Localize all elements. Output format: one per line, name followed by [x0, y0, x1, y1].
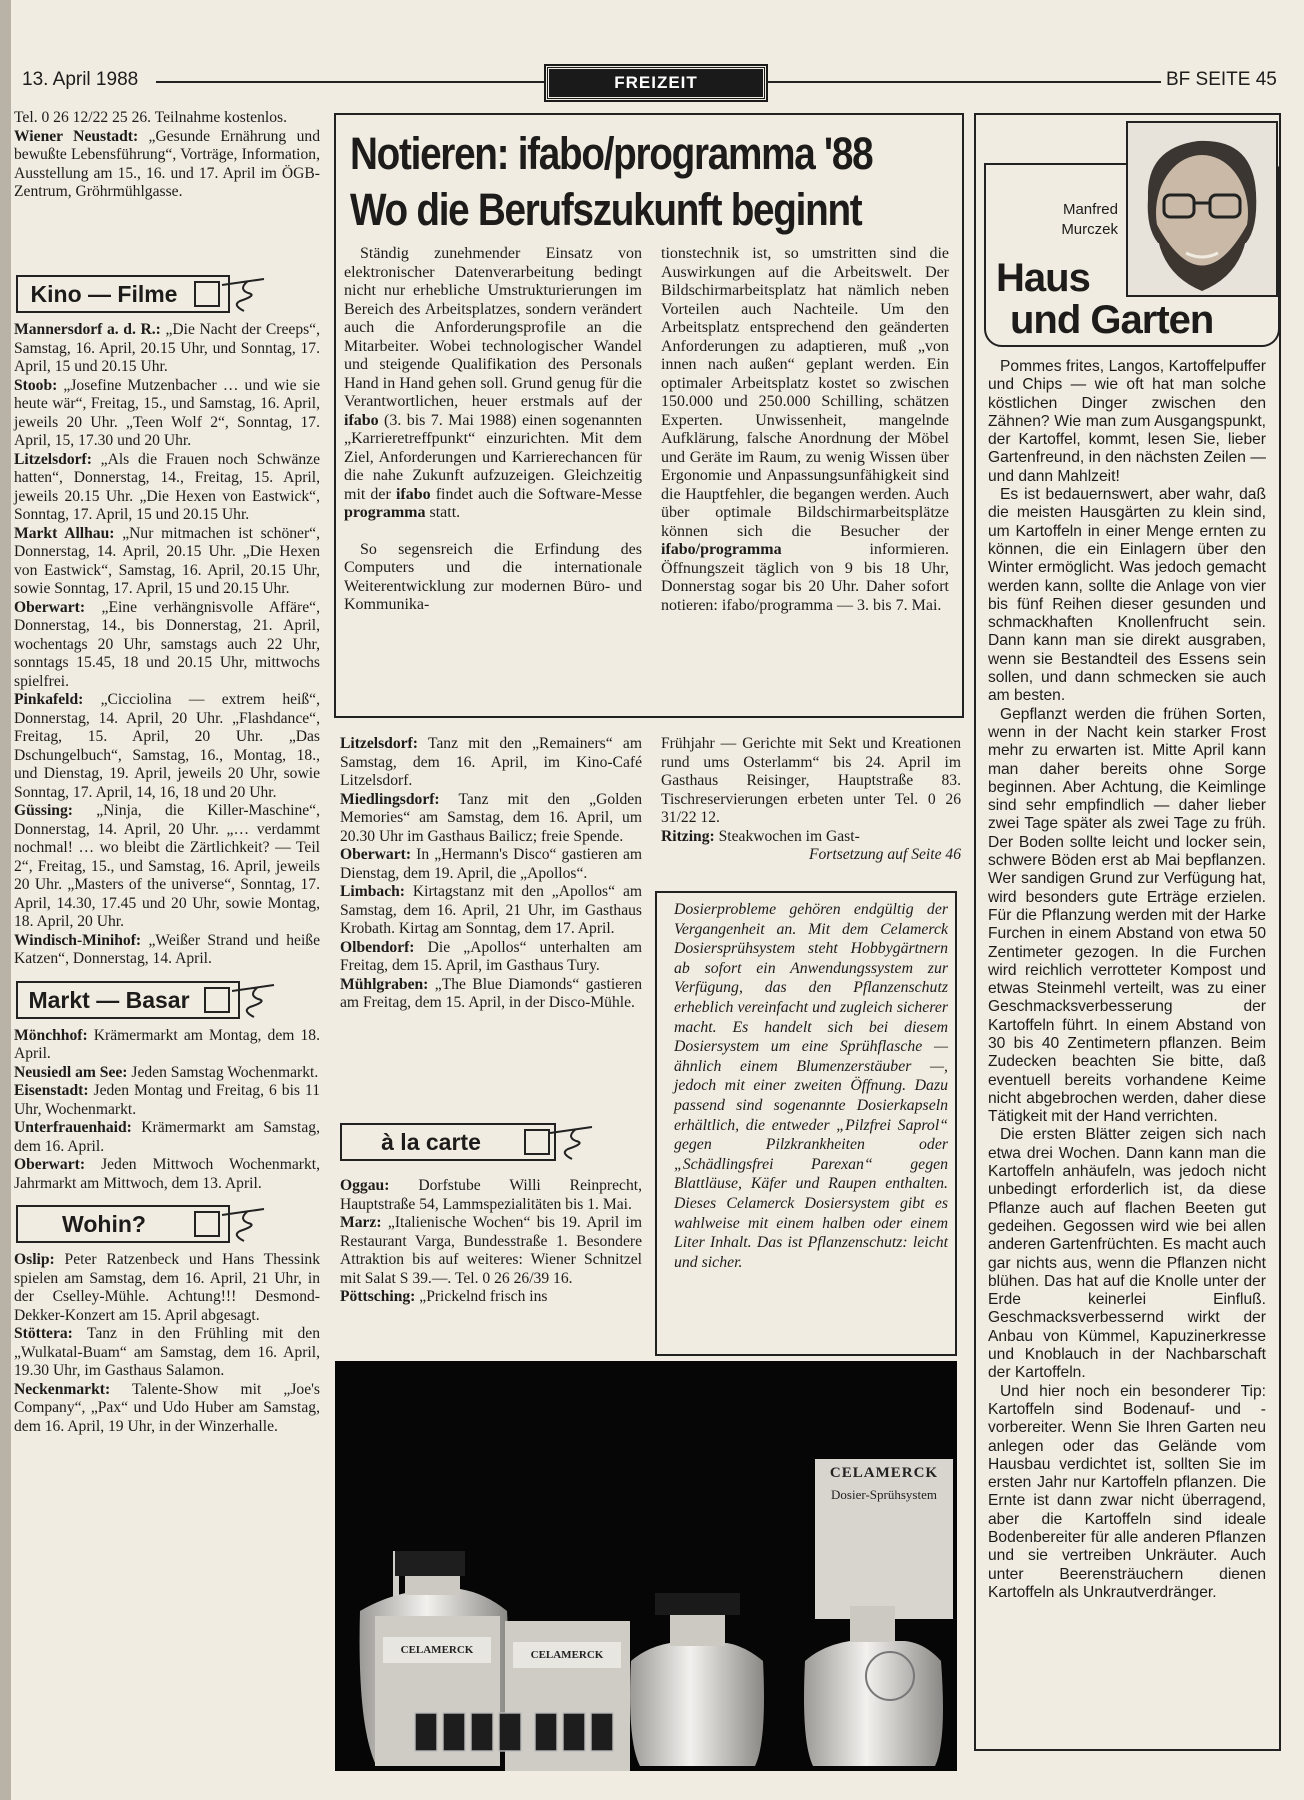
author-photo-image	[1128, 123, 1276, 295]
header-rule-left	[156, 81, 544, 83]
section-header	[16, 1205, 230, 1243]
listings-continuation: Frühjahr — Gerichte mit Sekt und Kreationen rund ums Osterlamm“ bis 24. April im Gasthaus Reisinger, Hauptstraße 83. Tischreservierungen erbeten unter Tel. 0 26 31/22 12. Ritzing: Steakwochen im Gast- Fortsetzung auf Seite 46	[661, 735, 961, 863]
listing-item: Oberwart: „Eine verhängnisvolle Affäre“, Donnerstag, 14., bis Donnerstag, 21. April, wochentags 20 Uhr, samstags auch 22 Uhr, sonntags 15.45, 18 und 20.15 Uhr, mittwochs spielfrei.	[14, 598, 320, 690]
page-label: BF SEITE 45	[1166, 69, 1277, 90]
listing-item: Limbach: Kirtagstanz mit den „Apollos“ am Samstag, dem 16. April, 21 Uhr, im Gasthaus Krobath. Kirtag am Sonntag, dem 17. April.	[340, 883, 642, 937]
section-title: à la carte	[381, 1129, 481, 1155]
pen-scribble-icon	[228, 979, 278, 1019]
section-title: Wohin?	[62, 1211, 146, 1237]
feature-headline-line2: Wo die Berufszukunft beginnt	[350, 184, 862, 235]
listing-place: Mühlgraben:	[340, 975, 429, 993]
product-sign-brand: CELAMERCK	[829, 1465, 939, 1481]
column-body	[988, 358, 1266, 1602]
continued-note: Fortsetzung auf Seite 46	[808, 846, 961, 863]
listing-place: Mönchhof:	[14, 1026, 88, 1044]
listing-item: Mönchhof: Krämermarkt am Montag, dem 18. April.	[14, 1026, 320, 1062]
listing-place: Oberwart:	[14, 598, 86, 616]
column-paragraph: Gepflanzt werden die frühen Sorten, wenn in der Nacht kein starker Frost mehr zu erwarten ist. Mitte April kann man daher bereits ohne Sorge beginnen. Aber Achtung, die Keimlinge sind sehr empfindlich — daher lieber zwei Tage später als zwei Tage zu früh. Der Boden sollte leicht und locker sein, schwere Böden erst ab Mai bepflanzen. Wer sandigen Grund zur Verfügung hat, wird besonders gute Erträge erzielen. Für die Pflanzung werden mit der Harke Furchen in einem Abstand von etwa 50 Zentimeter gezogen. In die Furchen wird reichlich verrotteter Kompost und etwas Steinmehl verteilt, was zu einer Geschmacksverbesserung der Kartoffeln führt. In einem Abstand von 30 bis 40 Zentimetern pflanzen. Beim Zudecken beachten Sie bitte, daß eventuell bereits vorhandene Keime nicht abgebrochen werden, daher diese Tätigkeit mit der Hand verrichten.	[988, 705, 1266, 1126]
middle-listings	[340, 735, 642, 1013]
product-photo	[335, 1361, 957, 1771]
listing-item: Neckenmarkt: Talente-Show mit „Joe's Company“, „Pax“ und Udo Huber am Samstag, dem 16. April, 19 Uhr, in der Winzerhalle.	[14, 1380, 320, 1435]
listing-place: Mannersdorf a. d. R.:	[14, 321, 161, 338]
listing-place: Pöttsching:	[340, 1288, 416, 1305]
listing-item: Windisch-Minihof: „Weißer Strand und heiße Katzen“, Donnerstag, 14. April.	[14, 931, 320, 967]
listing-place: Oberwart:	[340, 846, 412, 863]
feature-column-1: Ständig zunehmender Einsatz von elektronischer Datenverarbeitung bedingt nicht nur erhebliche Umstrukturierungen im Bereich des Arbeitsplatzes, sondern verändert auch die Anforderungsprofile an die Mitarbeiter. Wobei technologischer Wandel und steigende Qualifikation des Personals Hand in Hand gehen soll. Grund genug für die Verantwortlichen, heuer erstmals auf der ifabo (3. bis 7. Mai 1988) einen sogenannten „Karrieretreffpunkt“ einzurichten. Mit dem Ziel, Anforderungen und Karrierechancen für die nahe Zukunft aufzuzeigen. Gleichzeitig mit der ifabo findet auch die Software-Messe programma statt. So segensreich die Erfindung des Computers und die internationale Weiterentwicklung zur modernen Büro- und Kommunika-	[344, 245, 642, 613]
section-title: Kino — Filme	[30, 281, 178, 307]
listing-place: Litzelsdorf:	[14, 450, 92, 468]
listing-place: Stöttera:	[14, 1325, 73, 1342]
product-card-brand-1: CELAMERCK	[400, 1644, 474, 1656]
section-tag: FREIZEIT	[546, 66, 766, 100]
listing-item: Tel. 0 26 12/22 25 26. Teilnahme kostenlos.	[14, 109, 287, 126]
listing-place: Windisch-Minihof:	[14, 931, 142, 949]
listing-place: Unterfrauenhaid:	[14, 1119, 132, 1136]
column-title-line1: Haus	[996, 256, 1090, 300]
pen-scribble-icon	[546, 1121, 596, 1161]
listing-place: Eisenstadt:	[14, 1082, 89, 1099]
listing-item: Litzelsdorf: „Als die Frauen noch Schwänze hatten“, Donnerstag, 14., Freitag, 15. April, jeweils 20.15 Uhr. „Die Hexen von Eastwick“, Sonntag, 17. April, 15 und 20.15 Uhr.	[14, 450, 320, 523]
section-header	[16, 981, 240, 1019]
listing-item: Oberwart: In „Hermann's Disco“ gastieren am Dienstag, dem 19. April, die „Apollos“.	[340, 846, 642, 882]
listing-place: Litzelsdorf:	[340, 735, 418, 752]
listing-item: Markt Allhau: „Nur mitmachen ist schöner“, Donnerstag, 14. April, 20.15 Uhr. „Die Hexen von Eastwick“, Samstag, 16. April, 20.15 Uhr, sowie Sonntag, 17. April, 15 und 20.15 Uhr.	[14, 524, 320, 597]
listing-place: Marz:	[340, 1214, 382, 1231]
issue-date: 13. April 1988	[22, 69, 139, 90]
listing-item: Mühlgraben: „The Blue Diamonds“ gastieren am Freitag, dem 15. April, in der Disco-Mühle.	[340, 975, 642, 1011]
listing-place: Olbendorf:	[340, 938, 415, 956]
listing-item: Neusiedl am See: Jeden Samstag Wochenmarkt.	[14, 1063, 319, 1081]
listing-place: Miedlingsdorf:	[340, 790, 440, 808]
promo-text: Dosierprobleme gehören endgültig der Vergangenheit an. Mit dem Celamerck Dosiersprühsystem steht Hobbygärtnern ab sofort ein Anwendungssystem zur Verfügung, das den Pflanzenschutz erheblich vereinfacht und zugleich sicherer macht. Es handelt sich bei diesem Dosiersystem um eine Sprühflasche — ähnlich einem Blumenzerstäuber —, jedoch mit einer zweiten Öffnung. Dazu passend sind sogenannte Dosierkapseln erhältlich, die entweder „Pilzfrei Saprol“ gegen Pilzkrankheiten oder „Schädlingsfrei Parexan“ gegen Blattläuse, Käfer und Raupen enthalten. Dieses Celamerck Dosiersystem gibt es wahlweise mit einem halben oder einem Liter Inhalt. Das ist Pflanzenschutz: leicht und sicher.	[674, 901, 948, 1271]
pen-scribble-icon	[218, 273, 268, 313]
listing-place: Oslip:	[14, 1251, 55, 1268]
column-paragraph: Die ersten Blätter zeigen sich nach etwa drei Wochen. Dann kann man die Kartoffeln anhäufeln, was jedoch nicht unbedingt erforderlich ist, da diese Pflanze auch auf flachen Beeten gut gedeihen. Gegossen wird wie bei allen anderen Gartenfrüchten. Es macht auch gar nichts aus, wenn die Pflanzen nicht blühen. Das hat auf die Knolle unter der Erde keinerlei Einfluß. Geschmacksverbessernd wirkt der Anbau von Kümmel, Kapuzinerkresse und Knoblauch in der Nachbarschaft der Kartoffeln.	[988, 1126, 1266, 1382]
listing-place: Markt Allhau:	[14, 524, 115, 542]
column-title-line2: und Garten	[1010, 298, 1214, 342]
listing-place: Neusiedl am See:	[14, 1063, 128, 1081]
listing-item: Pinkafeld: „Cicciolina — extrem heiß“, Donnerstag, 14. April, 20 Uhr. „Flashdance“, Freitag, 15. April, 20 Uhr. „Das Dschungelbuch“, Samstag, 16., Montag, 18., und Dienstag, 19. April, jeweils 20 Uhr, sowie Sonntag, 17. April, 14, 16, 18 und 20 Uhr.	[14, 691, 320, 801]
column-paragraph: Es ist bedauernswert, aber wahr, daß die meisten Hausgärten zu klein sind, um Kartoffeln in einer Menge ernten zu können, die ein Einlagern über den Winter ermöglicht. Was jedoch gemacht werden kann, sollte die Anlage von vier bis fünf Reihen dieser gesunden und schmackhaften Knollenfrucht sein. Dann kann man sie direkt ausgraben, wenn sie Bestandteil des Essens sein sollen, und dann schmecken sie auch am besten.	[988, 486, 1266, 705]
listing-item: Oberwart: Jeden Mittwoch Wochenmarkt, Jahrmarkt am Mittwoch, dem 13. April.	[14, 1156, 320, 1192]
product-sign-subtitle: Dosier-Sprühsystem	[831, 1487, 937, 1502]
listing-item: Oslip: Peter Ratzenbeck und Hans Thessink spielen am Samstag, dem 16. April, 21 Uhr, in der Cselley-Mühle. Achtung!!! Desmond-Dekker-Konzert am 15. April abgesagt.	[14, 1251, 320, 1324]
section-header-a-la-carte	[340, 1123, 556, 1161]
listing-item: Güssing: „Ninja, die Killer-Maschine“, Donnerstag, 14. April, 20 Uhr. „… verdammt nochmal! … wo bleibt die Zärtlichkeit? — Teil 2“, Freitag, 15., und Samstag, 16. April, jeweils 20 Uhr. „Masters of the universe“, Sonntag, 17. April, 14.30, 17.45 und 20 Uhr, sowie Montag, 18. April, 20 Uhr.	[14, 802, 320, 930]
page-gutter	[0, 0, 11, 1800]
left-intro	[14, 109, 320, 202]
listing-item: Stoob: „Josefine Mutzenbacher … und wie sie heute wär“, Freitag, 15., und Samstag, 16. April, jeweils 20 Uhr. „Teen Wolf 2“, Sonntag, 17. April, 15, 17.30 und 20 Uhr.	[14, 376, 320, 449]
listing-item: Pöttsching: „Prickelnd frisch ins	[340, 1288, 548, 1305]
listing-item: Unterfrauenhaid: Krämermarkt am Samstag, dem 16. April.	[14, 1119, 320, 1155]
section-dot-box	[204, 987, 230, 1013]
section-dot-box	[194, 1211, 220, 1237]
feature-column-2: tionstechnik ist, so umstritten sind die Auswirkungen auf die Arbeitswelt. Der Bildschirmarbeitsplatz hat nämlich neben Vorteilen auch Nachteile. Um den Arbeitsplatz entsprechend den geänderten Anforderungen zu adaptieren, muß „von innen nach außen“ geplant werden. Ein optimaler Arbeitsplatz kostet so zwischen 150.000 und 250.000 Schilling, schätzen Experten. Unwissenheit, mangelnde Aufklärung, falsche Anordnung der Möbel und Geräte im Raum, zu wenig Wissen über Ergonomie und Anpassungsunfähigkeit sind die Hauptfehler, die begangen werden. Auch über optimale Bildschirmarbeitsplätze können sich die Besucher der ifabo/programma informieren. Öffnungszeit täglich von 9 bis 18 Uhr, Donnerstag sogar bis 20 Uhr. Daher sofort notieren: ifabo/programma — 3. bis 7. Mai.	[661, 245, 949, 614]
a-la-carte-listings	[340, 1177, 642, 1307]
product-card-brand-2: CELAMERCK	[530, 1649, 604, 1661]
listing-item: Marz: „Italienische Wochen“ bis 19. April im Restaurant Varga, Bundesstraße 1. Besondere Attraktion bis auf weiteres: Wiener Schnitzel mit Salat S 39.—. Tel. 0 26 26/39 16.	[340, 1214, 642, 1287]
listing-place: Güssing:	[14, 802, 73, 819]
feature-headline-line1: Notieren: ifabo/programma '88	[350, 128, 873, 179]
listing-place: Pinkafeld:	[14, 691, 84, 708]
column-paragraph: Pommes frites, Langos, Kartoffelpuffer und Chips — wie oft hat man solche köstlichen Dinger zwischen den Zähnen? Wie man zum Ausgangspunkt, der Kartoffel, kommt, lesen Sie, lieber Gartenfreund, in den nächsten Zeilen — und dann Mahlzeit!	[988, 358, 1266, 485]
product-illustration	[335, 1361, 957, 1771]
listing-item: Eisenstadt: Jeden Montag und Freitag, 6 bis 11 Uhr, Wochenmarkt.	[14, 1082, 320, 1118]
listing-item: Wiener Neustadt: „Gesunde Ernährung und bewußte Lebensführung“, Vorträge, Information, Ausstellung am 15., 16. und 17. April im ÖGB-Zentrum, Gröhrmühlgasse.	[14, 127, 320, 200]
header-rule-right	[766, 81, 1161, 83]
author-portrait	[1126, 121, 1278, 297]
pen-scribble-icon	[218, 1203, 268, 1243]
listing-place: Neckenmarkt:	[14, 1380, 111, 1398]
author-first-name: Manfred	[1062, 201, 1118, 218]
column-paragraph: Und hier noch ein besonderer Tip: Kartoffeln sind Bodenauf- und -vorbereiter. Wenn Sie Ihren Garten neu anlegen oder das Gelände vom Hausbau verdichtet ist, sollten Sie im ersten Jahr nur Kartoffeln pflanzen. Die Ernte ist dann zwar nicht überragend, aber die Kartoffeln sind ideale Bodenbereiter für alle anderen Pflanzen und sie vertreiben Unkräuter. Auch unter Beerensträuchern dienen Kartoffeln als Unkrautverdränger.	[988, 1382, 1266, 1601]
listing-place: Limbach:	[340, 883, 405, 900]
listing-place: Wiener Neustadt:	[14, 127, 139, 145]
listing-item: Miedlingsdorf: Tanz mit den „Golden Memories“ am Samstag, dem 16. April, um 20.30 Uhr im Gasthaus Bailicz; freie Spende.	[340, 790, 642, 845]
listing-item: Mannersdorf a. d. R.: „Die Nacht der Creeps“, Samstag, 16. April, 20.15 Uhr, und Sonntag, 17. April, 15 und 20.15 Uhr.	[14, 321, 320, 375]
section-dot-box	[194, 281, 220, 307]
listing-item: Oggau: Dorfstube Willi Reinprecht, Hauptstraße 54, Lammspezialitäten bis 1. Mai.	[340, 1177, 642, 1213]
section-title: Markt — Basar	[28, 986, 190, 1013]
listing-place: Oggau:	[340, 1177, 390, 1194]
author-last-name: Murczek	[1061, 221, 1118, 238]
listing-item: Olbendorf: Die „Apollos“ unterhalten am Freitag, dem 15. April, im Gasthaus Tury.	[340, 938, 642, 974]
listing-place: Stoob:	[14, 376, 58, 394]
listing-place: Oberwart:	[14, 1156, 86, 1173]
left-column-body	[14, 263, 320, 1436]
listing-item: Litzelsdorf: Tanz mit den „Remainers“ am Samstag, dem 16. April, im Kino-Café Litzelsdorf.	[340, 735, 642, 789]
section-header	[16, 275, 230, 313]
listing-item: Stöttera: Tanz in den Frühling mit den „Wulkatal-Buam“ am Samstag, dem 16. April, 19.30 Uhr, im Gasthaus Salamon.	[14, 1325, 320, 1379]
